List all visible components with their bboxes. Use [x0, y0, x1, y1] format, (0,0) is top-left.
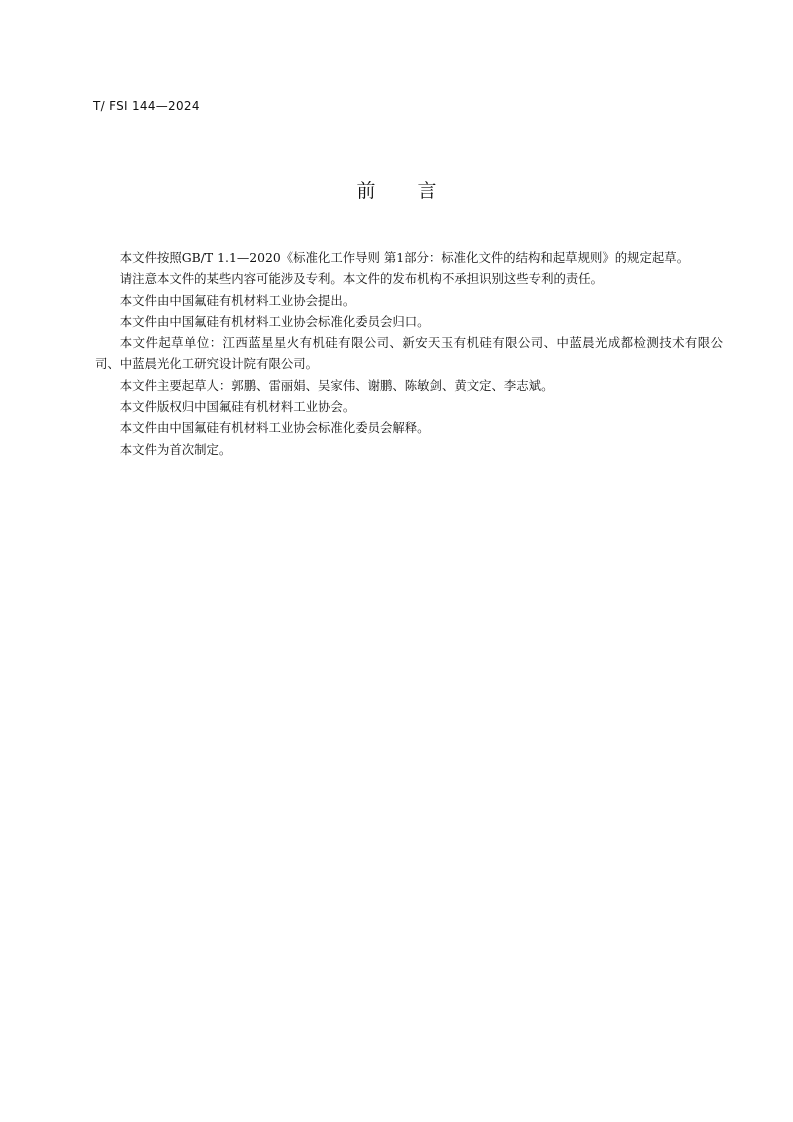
foreword-body — [95, 247, 723, 460]
paragraph-main-drafters: 本文件主要起草人：郭鹏、雷丽娟、吴家伟、谢鹏、陈敏剑、黄文定、李志斌。 — [119, 377, 554, 393]
paragraph-proposed-by: 本文件由中国氟硅有机材料工业协会提出。 — [119, 292, 356, 308]
paragraph-centralized-by: 本文件由中国氟硅有机材料工业协会标准化委员会归口。 — [119, 313, 430, 329]
paragraph-interpretation: 本文件由中国氟硅有机材料工业协会标准化委员会解释。 — [119, 420, 430, 436]
paragraph-patent-notice: 请注意本文件的某些内容可能涉及专利。本文件的发布机构不承担识别这些专利的责任。 — [119, 271, 604, 287]
paragraph-first-edition: 本文件为首次制定。 — [119, 441, 232, 457]
document-code: T/ FSI 144—2024 — [93, 99, 200, 113]
page-title: 前言 — [356, 180, 479, 202]
paragraph-drafting-units: 本文件起草单位：江西蓝星星火有机硅有限公司、新安天玉有机硅有限公司、中蓝晨光成都检测技术有限公司、中蓝晨光化工研究设计院有限公司。 — [95, 335, 723, 372]
paragraph-drafting-rules: 本文件按照GB/T 1.1—2020《标准化工作导则 第1部分：标准化文件的结构和起草规则》的规定起草。 — [119, 250, 690, 265]
paragraph-copyright: 本文件版权归中国氟硅有机材料工业协会。 — [119, 399, 356, 415]
